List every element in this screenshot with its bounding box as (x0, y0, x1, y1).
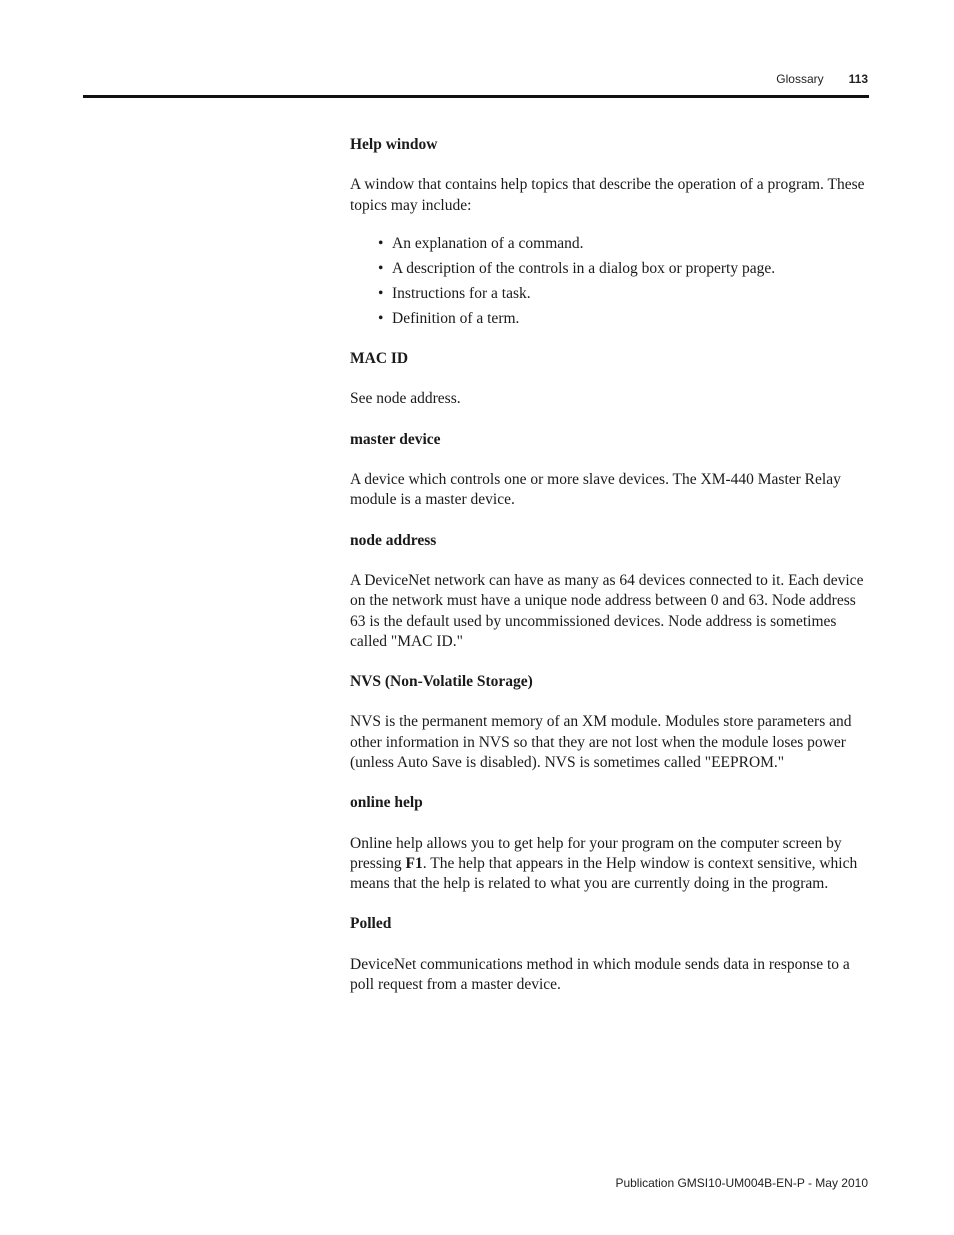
bullet-icon: • (378, 309, 384, 327)
glossary-term: MAC ID (350, 350, 409, 368)
publication-footer: Publication GMSI10-UM004B-EN-P - May 2010 (615, 1176, 868, 1190)
key-name: F1 (405, 854, 423, 872)
header-rule (83, 95, 869, 98)
glossary-definition: DeviceNet communications method in which module sends data in response to a poll request from a master device. (350, 955, 850, 994)
glossary-term: node address (350, 531, 437, 549)
glossary-definition: See node address. (350, 390, 461, 408)
glossary-body (350, 135, 870, 1015)
list-item-text: Definition of a term. (392, 309, 520, 327)
glossary-definition (350, 834, 870, 895)
glossary-term: NVS (Non-Volatile Storage) (350, 673, 533, 691)
glossary-definition: A device which controls one or more slave devices. The XM-440 Master Relay module is a master device. (350, 471, 841, 509)
running-header (776, 72, 868, 86)
bullet-icon: • (378, 259, 384, 277)
list-item-text: An explanation of a command. (392, 234, 584, 252)
glossary-term: online help (350, 794, 423, 812)
page-number: 113 (848, 72, 868, 86)
list-item (378, 284, 870, 304)
bullet-list (378, 234, 870, 329)
list-item-text: A description of the controls in a dialog box or property page. (392, 259, 776, 277)
list-item-text: Instructions for a task. (392, 284, 531, 302)
glossary-term: master device (350, 430, 441, 448)
definition-text: Online help allows you to get help for your program on the computer screen by pressing (350, 834, 842, 872)
glossary-term: Help window (350, 136, 438, 153)
glossary-definition: A window that contains help topics that describe the operation of a program. These topics may include: (350, 176, 865, 214)
glossary-definition: NVS is the permanent memory of an XM module. Modules store parameters and other information in NVS so that they are not lost when the module loses power (unless Auto Save is disabled). NVS is sometimes called "EEPROM." (350, 713, 852, 771)
list-item (378, 309, 870, 329)
bullet-icon: • (378, 284, 384, 302)
glossary-definition: A DeviceNet network can have as many as 64 devices connected to it. Each device on the network must have a unique node address between 0 and 63. Node address 63 is the default used by uncommissioned devices. Node address is sometimes called "MAC ID." (350, 571, 864, 650)
definition-text: . The help that appears in the Help window is context sensitive, which means that the help is related to what you are currently doing in the program. (350, 854, 858, 893)
bullet-icon: • (378, 234, 384, 252)
list-item (378, 234, 870, 254)
glossary-term: Polled (350, 915, 392, 933)
header-section-title: Glossary (776, 72, 824, 86)
list-item (378, 259, 870, 279)
